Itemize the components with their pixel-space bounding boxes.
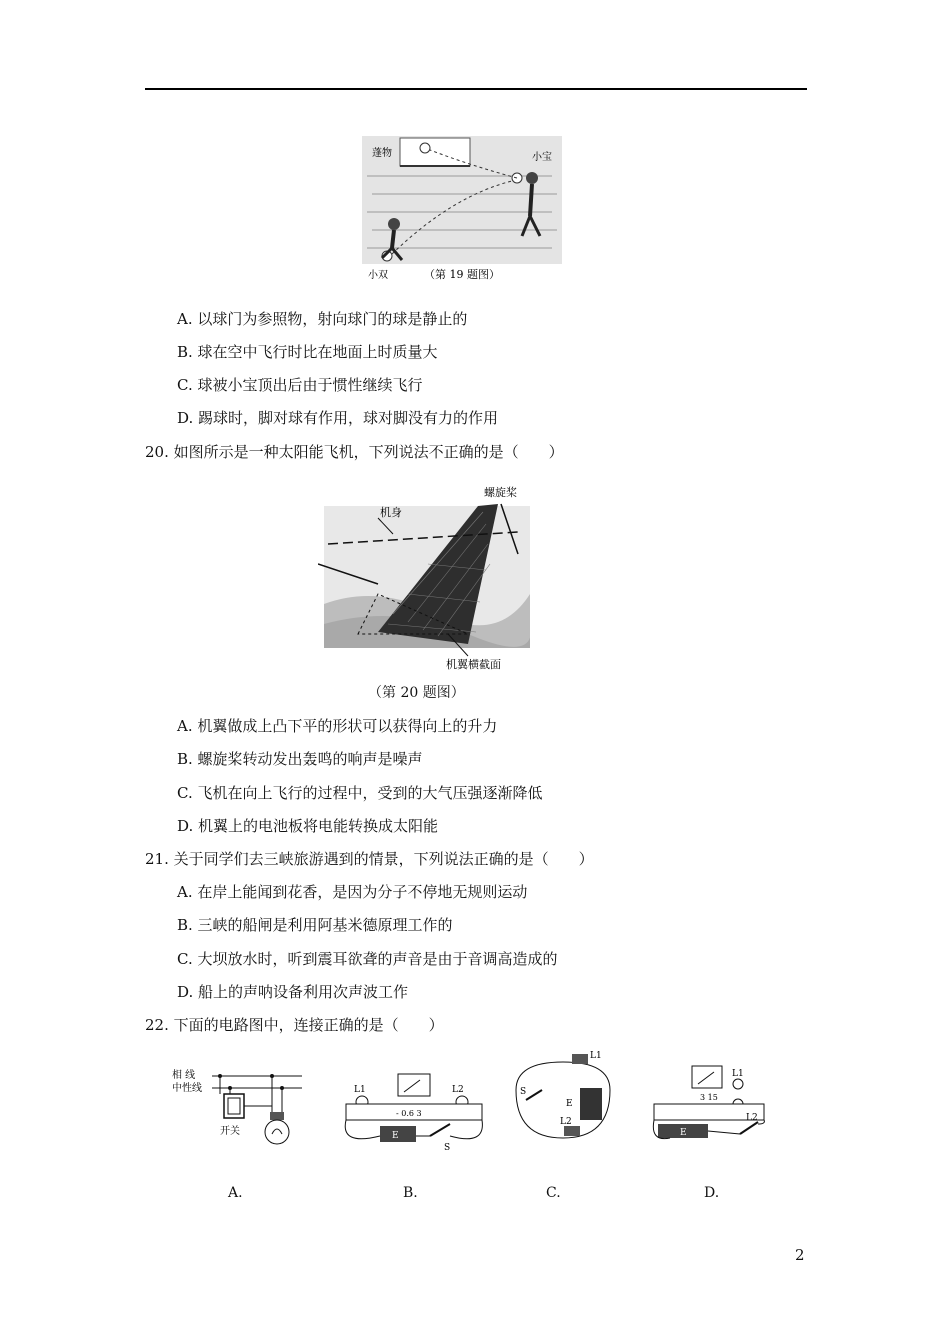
circuit-c [508, 1050, 618, 1144]
circuit-b-e: E [392, 1131, 399, 1141]
q19-option-c: C. 球被小宝顶出后由于惯性继续飞行 [177, 376, 423, 394]
fig20-propeller-label: 螺旋桨 [484, 486, 517, 499]
q22-choice-b: B. [403, 1185, 418, 1201]
circuit-c-l1: L1 [590, 1051, 602, 1061]
circuit-d-meter: 3 15 [700, 1093, 718, 1102]
q19-option-b: B. 球在空中飞行时比在地面上时质量大 [177, 343, 438, 361]
q20-option-a: A. 机翼做成上凸下平的形状可以获得向上的升力 [177, 717, 498, 735]
circuit-d-e: E [680, 1128, 687, 1138]
circuit-d-l2: L2 [746, 1113, 758, 1123]
figure-19 [362, 136, 562, 284]
q21-option-a: A. 在岸上能闻到花香，是因为分子不停地无规则运动 [177, 883, 528, 901]
figure-20 [318, 484, 530, 674]
circuit-c-l2: L2 [560, 1117, 572, 1127]
fig20-body-label: 机身 [380, 506, 402, 519]
q22-choice-d: D. [704, 1185, 720, 1201]
circuit-b-meter: - 0.6 3 [396, 1109, 422, 1118]
header-rule [145, 88, 807, 90]
q19-option-d: D. 踢球时，脚对球有作用，球对脚没有力的作用 [177, 409, 499, 427]
fig19-xiaobao-label: 小宝 [532, 152, 552, 163]
q19-option-a: A. 以球门为参照物，射向球门的球是静止的 [177, 310, 468, 328]
circuit-a-live-label: 相 线 [172, 1070, 196, 1081]
circuit-c-e: E [566, 1099, 573, 1109]
circuit-b-l1: L1 [354, 1085, 366, 1095]
q21-option-b: B. 三峡的船闸是利用阿基米德原理工作的 [177, 916, 453, 934]
circuit-a [172, 1064, 304, 1156]
q20-option-c: C. 飞机在向上飞行的过程中，受到的大气压强逐渐降低 [177, 784, 543, 802]
fig19-xiaoshuang-label: 小双 [368, 270, 388, 281]
fig19-caption: （第 19 题图） [424, 268, 500, 281]
q20-option-d: D. 机翼上的电池板将电能转换成太阳能 [177, 817, 439, 835]
fig20-wing-section-label: 机翼横截面 [446, 658, 501, 671]
page-number: 2 [795, 1246, 805, 1264]
circuit-c-s: S [520, 1087, 527, 1097]
fig20-caption: （第 20 题图） [368, 685, 465, 701]
q21-option-d: D. 船上的声呐设备利用次声波工作 [177, 983, 409, 1001]
circuit-d-l1: L1 [732, 1069, 744, 1079]
q22-choice-c: C. [546, 1185, 561, 1201]
circuit-a-switch-label: 开关 [220, 1126, 240, 1137]
q21-stem: 21. 关于同学们去三峡旅游遇到的情景，下列说法正确的是（ ） [145, 850, 594, 868]
fig19-goal-label: 蓬物 [372, 148, 392, 159]
circuit-b-l2: L2 [452, 1085, 464, 1095]
q22-choice-a: A. [228, 1185, 243, 1201]
circuit-b-s: S [444, 1143, 451, 1153]
q20-option-b: B. 螺旋桨转动发出轰鸣的响声是噪声 [177, 750, 423, 768]
circuit-d [650, 1064, 768, 1148]
circuit-b [340, 1070, 488, 1158]
circuit-a-neutral-label: 中性线 [172, 1083, 202, 1094]
q21-option-c: C. 大坝放水时，听到震耳欲聋的声音是由于音调高造成的 [177, 950, 558, 968]
q22-stem: 22. 下面的电路图中，连接正确的是（ ） [145, 1016, 444, 1034]
q20-stem: 20. 如图所示是一种太阳能飞机，下列说法不正确的是（ ） [145, 443, 564, 461]
